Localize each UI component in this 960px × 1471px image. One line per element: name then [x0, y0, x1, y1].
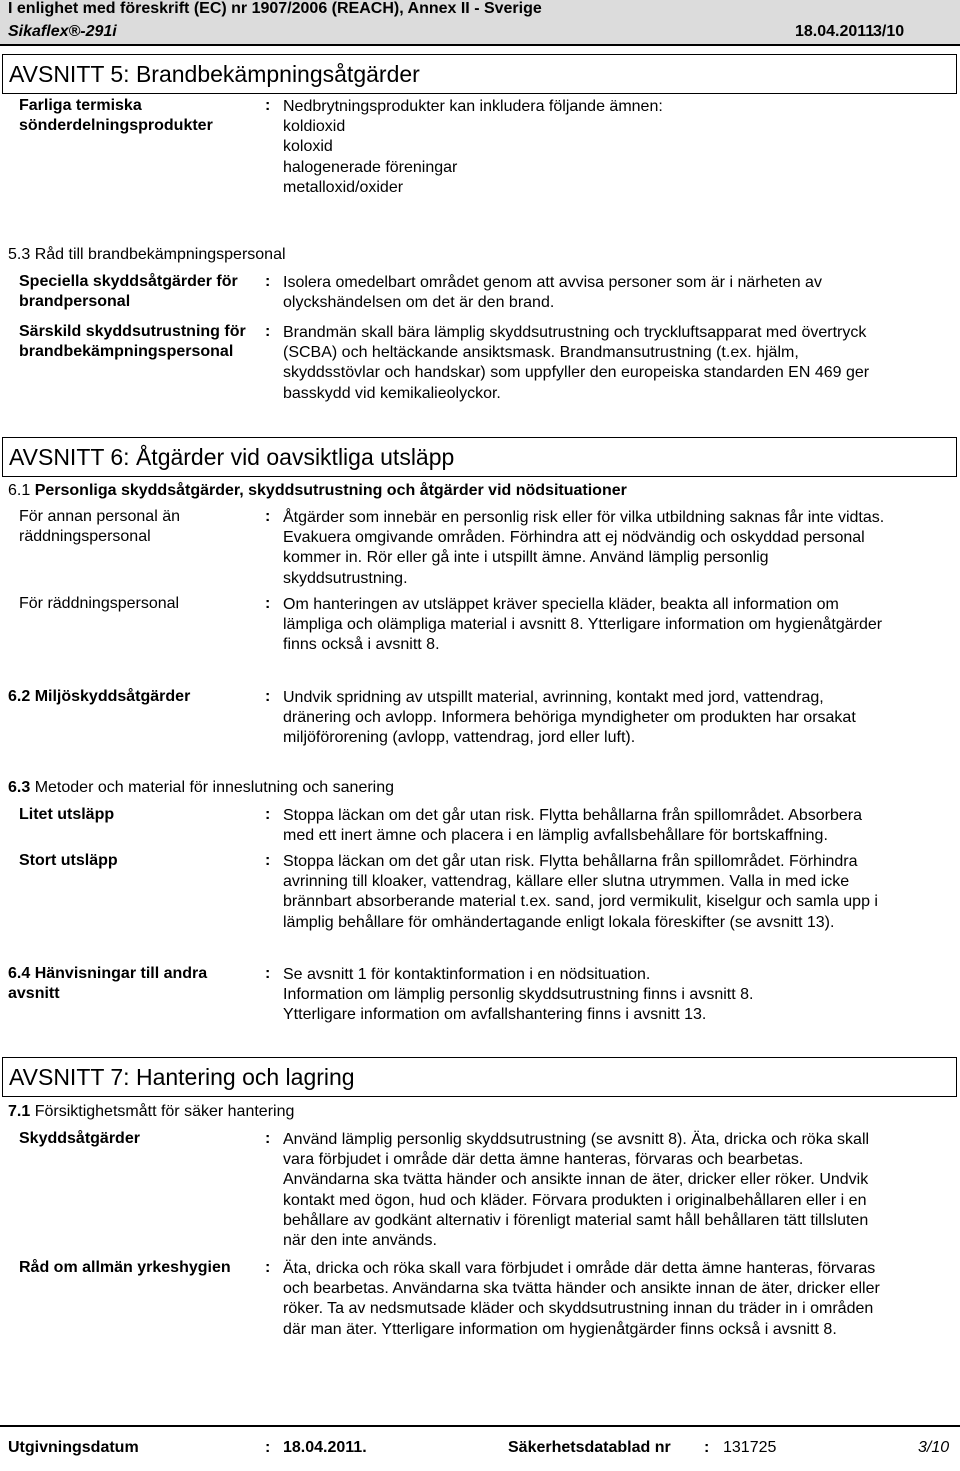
- colon: :: [265, 508, 271, 525]
- regulation-title: I enlighet med föreskrift (EC) nr 1907/2006 (REACH), Annex II - Sverige: [8, 0, 542, 17]
- text-line: där man äter. Ytterligare information om hygienåtgärder finns också i avsnitt 8.: [283, 1320, 837, 1338]
- subsection-title: Försiktighetsmått för säker hantering: [34, 1103, 295, 1120]
- subsection-title: Personliga skyddsåtgärder, skyddsutrustning och åtgärder vid nödsituationer: [34, 482, 627, 499]
- text-line: och bearbetas. Användarna ska tvätta händer och ansikte innan de äter, dricker eller: [283, 1280, 880, 1298]
- text-line: avrinning till kloaker, vattendrag, källare eller slutna utrymmen. Valla in med icke: [283, 873, 850, 891]
- text-line: koloxid: [283, 138, 333, 156]
- header-page-number: 3/10: [873, 23, 905, 40]
- text-line: brännbart absorberande material t.ex. sand, jord vermikulit, kiselgur och samla upp i: [283, 893, 878, 911]
- non-emergency-personnel-label: För annan personal än räddningspersonal: [19, 508, 180, 545]
- colon: :: [265, 1130, 271, 1147]
- text-line: Ytterligare information om avfallshantering finns i avsnitt 13.: [283, 1006, 707, 1024]
- large-spill-value: [283, 852, 948, 933]
- special-measures-label: Speciella skyddsåtgärder för brandpersonal: [19, 273, 238, 310]
- hazardous-products-value: [283, 97, 948, 198]
- colon: :: [265, 965, 271, 982]
- environmental-precautions-value: [283, 688, 948, 749]
- subsection-number: 5.3: [8, 246, 31, 263]
- text-line: Information om lämplig personlig skyddsutrustning finns i avsnitt 8.: [283, 986, 754, 1004]
- small-spill-label: Litet utsläpp: [19, 806, 115, 823]
- document-header: [0, 0, 960, 46]
- text-line: Om hanteringen av utsläppet kräver speciella kläder, beakta all information om: [283, 596, 839, 613]
- colon: :: [265, 1259, 271, 1276]
- protective-equipment-label: Särskild skyddsutrustning för brandbekämpningspersonal: [19, 323, 246, 360]
- text-line: Stoppa läckan om det går utan risk. Flytta behållarna från spillområdet. Absorbera: [283, 807, 862, 824]
- protective-measures-value: [283, 1130, 948, 1251]
- text-line: Se avsnitt 1 för kontaktinformation i en nödsituation.: [283, 966, 651, 983]
- text-line: Åtgärder som innebär en personlig risk eller för vilka utbildning saknas får inte vidtas.: [283, 509, 885, 526]
- text-line: behållare av godkänt alternativ i förenligt material samt håll behållaren tätt tillsluten: [283, 1211, 869, 1229]
- text-line: finns också i avsnitt 8.: [283, 636, 440, 654]
- occupational-hygiene-label: Råd om allmän yrkeshygien: [19, 1259, 231, 1276]
- text-line: när den inte används.: [283, 1232, 437, 1250]
- occupational-hygiene-value: [283, 1259, 948, 1340]
- protective-equipment-value: [283, 323, 948, 404]
- colon: :: [265, 806, 271, 823]
- text-line: Evakuera omgivande områden. Förhindra att ej nödvändig och oskyddad personal: [283, 529, 865, 547]
- text-line: kontakt med ögon, hud och kläder. Förvara produkten i originalbehållaren eller i en: [283, 1191, 867, 1209]
- subsection-number: 6.1: [8, 482, 31, 499]
- subsection-number: 6.3: [8, 779, 31, 796]
- subsection-number: 7.1: [8, 1103, 31, 1120]
- sds-number-value: 131725: [723, 1439, 777, 1456]
- large-spill-label: Stort utsläpp: [19, 852, 118, 869]
- hazardous-products-label: Farliga termiska sönderdelningsprodukter: [19, 97, 213, 134]
- emergency-responders-value: [283, 595, 948, 656]
- text-line: kommer in. Rör eller gå inte i utspillt ämne. Använd lämplig personlig: [283, 549, 769, 567]
- text-line: (SCBA) och heltäckande ansiktsmask. Brandmansutrustning (t.ex. hjälm,: [283, 344, 799, 362]
- section-6-heading: AVSNITT 6: Åtgärder vid oavsiktliga utsläpp: [2, 437, 957, 477]
- text-line: Nedbrytningsprodukter kan inkludera följande ämnen:: [283, 98, 663, 115]
- subsection-5-3-title: [8, 246, 286, 264]
- colon: :: [265, 97, 271, 114]
- sds-number-label: Säkerhetsdatablad nr: [508, 1439, 671, 1456]
- colon: :: [265, 595, 271, 612]
- text-line: Isolera omedelbart området genom att avvisa personer som är i närheten av: [283, 274, 822, 291]
- document-footer: [0, 1425, 960, 1471]
- text-line: skyddsutrustning.: [283, 569, 408, 587]
- text-line: miljöförorening (avlopp, vattendrag, jord eller luft).: [283, 729, 636, 747]
- text-line: vara förbjudet i område där detta ämne hanteras, förvaras och bearbetas.: [283, 1151, 804, 1169]
- text-line: Användarna ska tvätta händer och ansikte innan de äter, dricker eller röker. Undvik: [283, 1171, 869, 1189]
- text-line: lämpliga och olämpliga material i avsnitt 8. Ytterligare information om hygienåtgärder: [283, 616, 883, 634]
- colon: :: [265, 1439, 271, 1456]
- emergency-responders-label: För räddningspersonal: [19, 595, 180, 612]
- text-line: Brandmän skall bära lämplig skyddsutrustning och tryckluftsapparat med övertryck: [283, 324, 867, 341]
- section-7-heading: AVSNITT 7: Hantering och lagring: [2, 1057, 957, 1097]
- text-line: skyddsstövlar och handskar) som uppfyller den europeiska standarden EN 469 ger: [283, 364, 870, 382]
- special-measures-value: [283, 273, 948, 313]
- colon: :: [265, 273, 271, 290]
- colon: :: [265, 852, 271, 869]
- text-line: röker. Ta av nedsmutsade kläder och skyddsutrustning innan du träder in i områden: [283, 1300, 874, 1318]
- text-line: lämplig behållare för omhändertagande enligt lokala föreskifter (se avsnitt 13).: [283, 913, 835, 931]
- text-line: olyckshändelsen om det är den brand.: [283, 294, 555, 312]
- header-date: 18.04.2011: [795, 23, 875, 40]
- text-line: Använd lämplig personlig skyddsutrustning (se avsnitt 8). Äta, dricka och röka skall: [283, 1131, 870, 1148]
- text-line: halogenerade föreningar: [283, 158, 458, 176]
- non-emergency-personnel-value: [283, 508, 948, 589]
- references-value: [283, 965, 948, 1026]
- subsection-6-4-label: 6.4 Hänvisningar till andra avsnitt: [8, 965, 208, 1002]
- product-name: Sikaflex®-291i: [8, 23, 117, 40]
- text-line: Undvik spridning av utspillt material, avrinning, kontakt med jord, vattendrag,: [283, 689, 824, 706]
- text-line: basskydd vid kemikalieolyckor.: [283, 384, 501, 402]
- small-spill-value: [283, 806, 948, 846]
- section-5-heading: AVSNITT 5: Brandbekämpningsåtgärder: [2, 54, 957, 94]
- issue-date-value: 18.04.2011.: [283, 1439, 367, 1456]
- subsection-title: Råd till brandbekämpningspersonal: [34, 246, 286, 263]
- colon: :: [265, 688, 271, 705]
- issue-date-label: Utgivningsdatum: [8, 1439, 139, 1456]
- text-line: koldioxid: [283, 118, 346, 136]
- colon: :: [704, 1439, 710, 1456]
- text-line: metalloxid/oxider: [283, 178, 404, 196]
- text-line: dränering och avlopp. Informera behöriga myndigheter om produkten har orsakat: [283, 709, 856, 727]
- footer-page-number: 3/10: [918, 1439, 950, 1456]
- subsection-6-3-title: [8, 779, 394, 797]
- text-line: Äta, dricka och röka skall vara förbjudet i område där detta ämne hanteras, förvaras: [283, 1260, 876, 1277]
- subsection-7-1-title: [8, 1103, 294, 1121]
- text-line: Stoppa läckan om det går utan risk. Flytta behållarna från spillområdet. Förhindra: [283, 853, 858, 870]
- protective-measures-label: Skyddsåtgärder: [19, 1130, 140, 1147]
- subsection-6-2-label: 6.2 Miljöskyddsåtgärder: [8, 688, 191, 705]
- colon: :: [265, 323, 271, 340]
- text-line: med ett inert ämne och placera i en lämplig avfallsbehållare för bortskaffning.: [283, 827, 828, 845]
- subsection-title: Metoder och material för inneslutning och sanering: [34, 779, 395, 796]
- subsection-6-1-title: [8, 482, 627, 500]
